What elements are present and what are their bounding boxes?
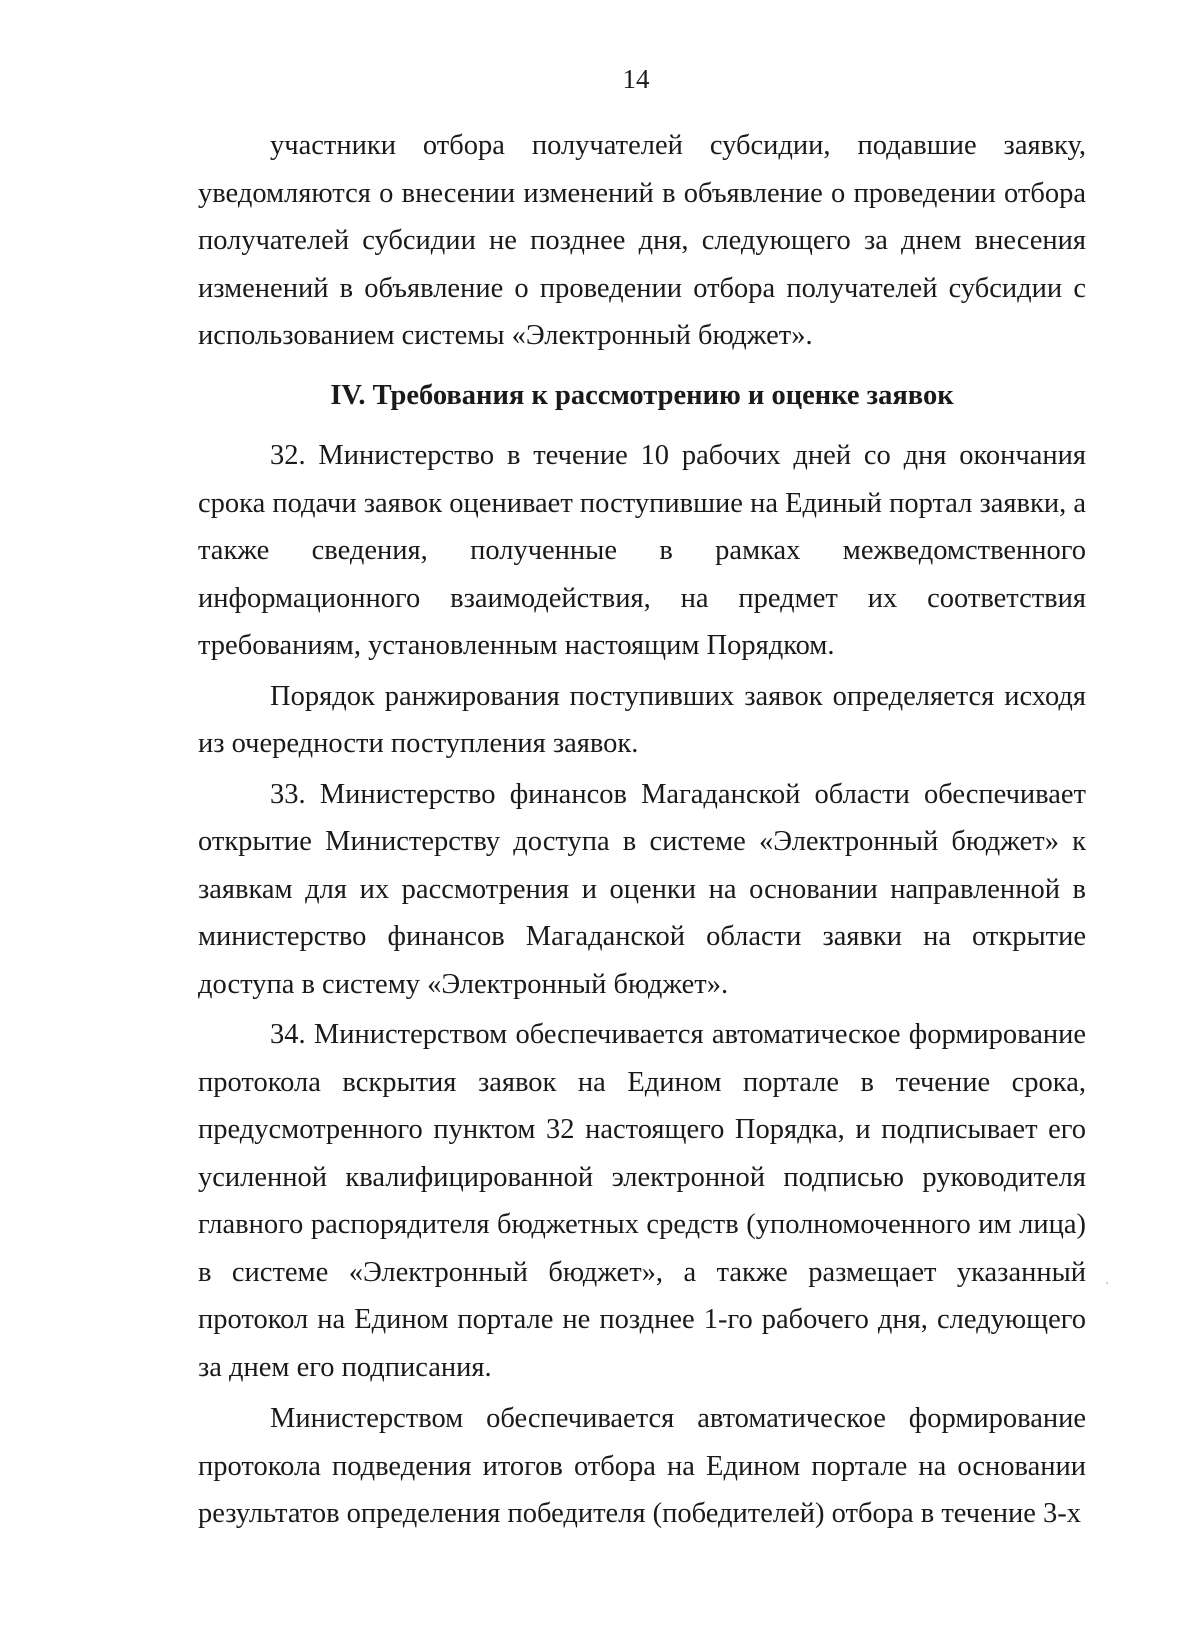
paragraph-item-33: 33. Министерство финансов Магаданской области обеспечивает открытие Министерству доступа в системе «Электронный бюджет» к заявкам для их рассмотрения и оценки на основании направленной в министерство финансов Магаданской области заявки на открытие доступа в систему «Электронный бюджет». (198, 778, 1086, 1000)
paragraph-results-protocol: Министерством обеспечивается автоматическое формирование протокола подведения итогов отбора на Едином портале на основании результатов определения победителя (победителей) отбора в течение 3-х (198, 1403, 1086, 1529)
section-heading: IV. Требования к рассмотрению и оценке заявок (330, 379, 954, 411)
paragraph-ranking-order: Порядок ранжирования поступивших заявок определяется исходя из очередности поступления заявок. (198, 680, 1086, 759)
paragraph-item-34: 34. Министерством обеспечивается автоматическое формирование протокола вскрытия заявок на Едином портале в течение срока, предусмотренного пунктом 32 настоящего Порядка, и подписывает его усиленной квалифицированной электронной подписью руководителя главного распорядителя бюджетных средств (уполномоченного им лица) в системе «Электронный бюджет», а также размещает указанный протокол на Едином портале не позднее 1-го рабочего дня, следующего за днем его подписания. (198, 1019, 1086, 1383)
page-number: 14 (622, 64, 650, 94)
paragraph-item-32: 32. Министерство в течение 10 рабочих дней со дня окончания срока подачи заявок оценивает поступившие на Единый портал заявки, а также сведения, полученные в рамках межведомственного информационного взаимодействия, на предмет их соответствия требованиям, установленным настоящим Порядком. (198, 440, 1086, 661)
document-body (198, 122, 1086, 1538)
paragraph-continuation: участники отбора получателей субсидии, подавшие заявку, уведомляются о внесении изменений в объявление о проведении отбора получателей субсидии не позднее дня, следующего за днем внесения изменений в объявление о проведении отбора получателей субсидии с использованием системы «Электронный бюджет». (198, 130, 1086, 351)
scan-speck (1106, 1282, 1108, 1284)
